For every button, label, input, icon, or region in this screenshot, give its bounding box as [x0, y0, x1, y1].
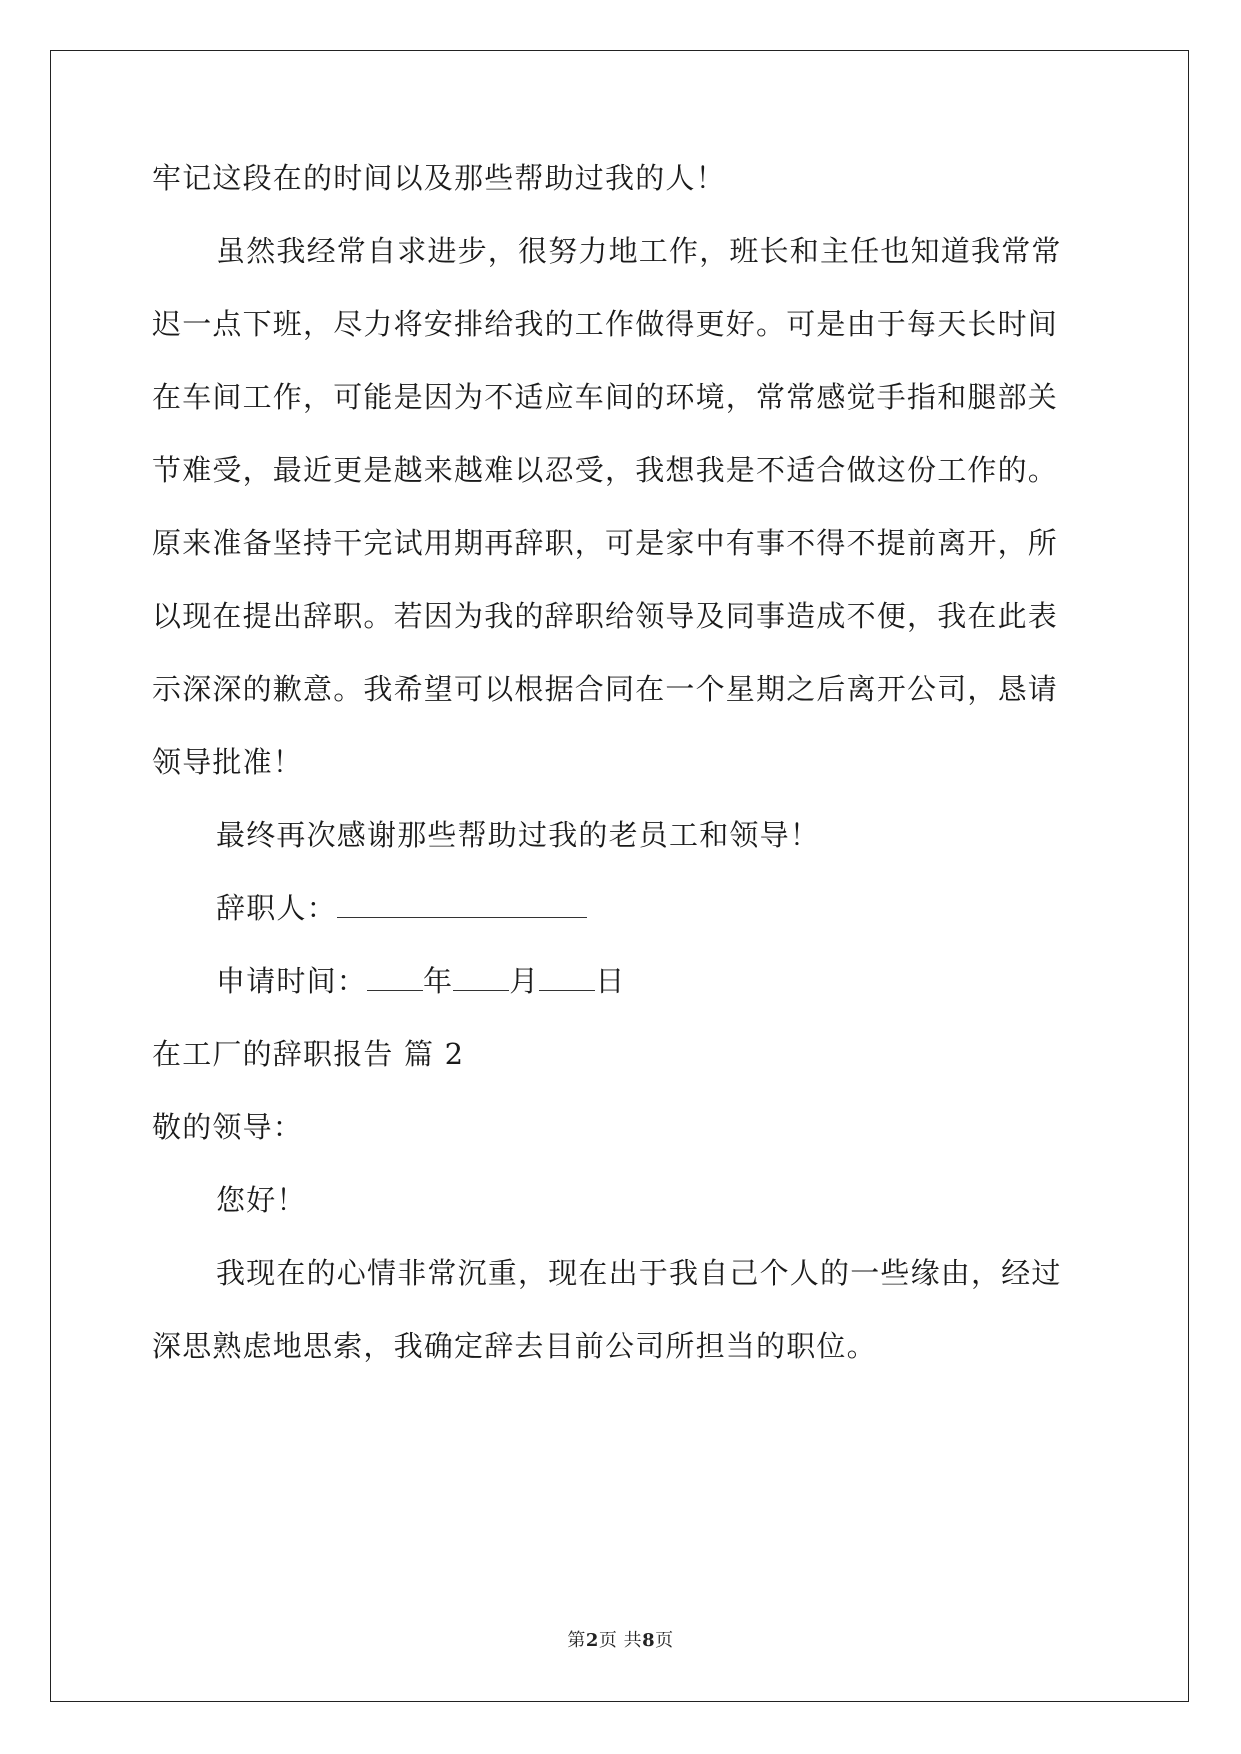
paragraph-line: 以现在提出辞职。若因为我的辞职给领导及同事造成不便，我在此表 — [152, 599, 1059, 633]
date-label: 申请时间： — [216, 964, 368, 998]
footer-prefix: 第 — [567, 1630, 586, 1651]
day-label: 日 — [595, 964, 626, 998]
paragraph-line: 牢记这段在的时间以及那些帮助过我的人！ — [152, 161, 726, 195]
page-footer — [0, 1626, 1241, 1652]
paragraph-line: 深思熟虑地思索，我确定辞去目前公司所担当的职位。 — [152, 1329, 877, 1363]
paragraph-line: 原来准备坚持干完试用期再辞职，可是家中有事不得不提前离开，所 — [152, 526, 1059, 560]
year-blank — [367, 964, 423, 991]
paragraph-line: 迟一点下班，尽力将安排给我的工作做得更好。可是由于每天长时间 — [152, 307, 1059, 341]
footer-suffix: 页 — [655, 1630, 674, 1651]
resigner-row — [216, 890, 587, 926]
date-row — [216, 963, 626, 999]
month-blank — [453, 964, 509, 991]
paragraph-line: 虽然我经常自求进步，很努力地工作，班长和主任也知道我常常 — [216, 234, 1062, 268]
month-label: 月 — [509, 964, 540, 998]
year-label: 年 — [423, 964, 454, 998]
paragraph-line: 我现在的心情非常沉重，现在出于我自己个人的一些缘由，经过 — [216, 1256, 1062, 1290]
total-page-number: 8 — [642, 1630, 656, 1651]
paragraph-line: 节难受，最近更是越来越难以忍受，我想我是不适合做这份工作的。 — [152, 453, 1059, 487]
current-page-number: 2 — [585, 1630, 599, 1651]
paragraph-line: 在车间工作，可能是因为不适应车间的环境，常常感觉手指和腿部关 — [152, 380, 1059, 414]
greeting: 您好！ — [216, 1183, 307, 1217]
closing-thanks: 最终再次感谢那些帮助过我的老员工和领导！ — [216, 818, 821, 852]
page-frame — [50, 50, 1189, 1702]
footer-mid: 页 共 — [598, 1630, 643, 1651]
paragraph-line: 领导批准！ — [152, 745, 304, 779]
day-blank — [539, 964, 595, 991]
paragraph-line: 示深深的歉意。我希望可以根据合同在一个星期之后离开公司，恳请 — [152, 672, 1059, 706]
resigner-blank — [337, 891, 587, 918]
section-title: 在工厂的辞职报告 篇 2 — [152, 1037, 465, 1071]
salutation: 敬的领导： — [152, 1110, 304, 1144]
resigner-label: 辞职人： — [216, 891, 337, 925]
